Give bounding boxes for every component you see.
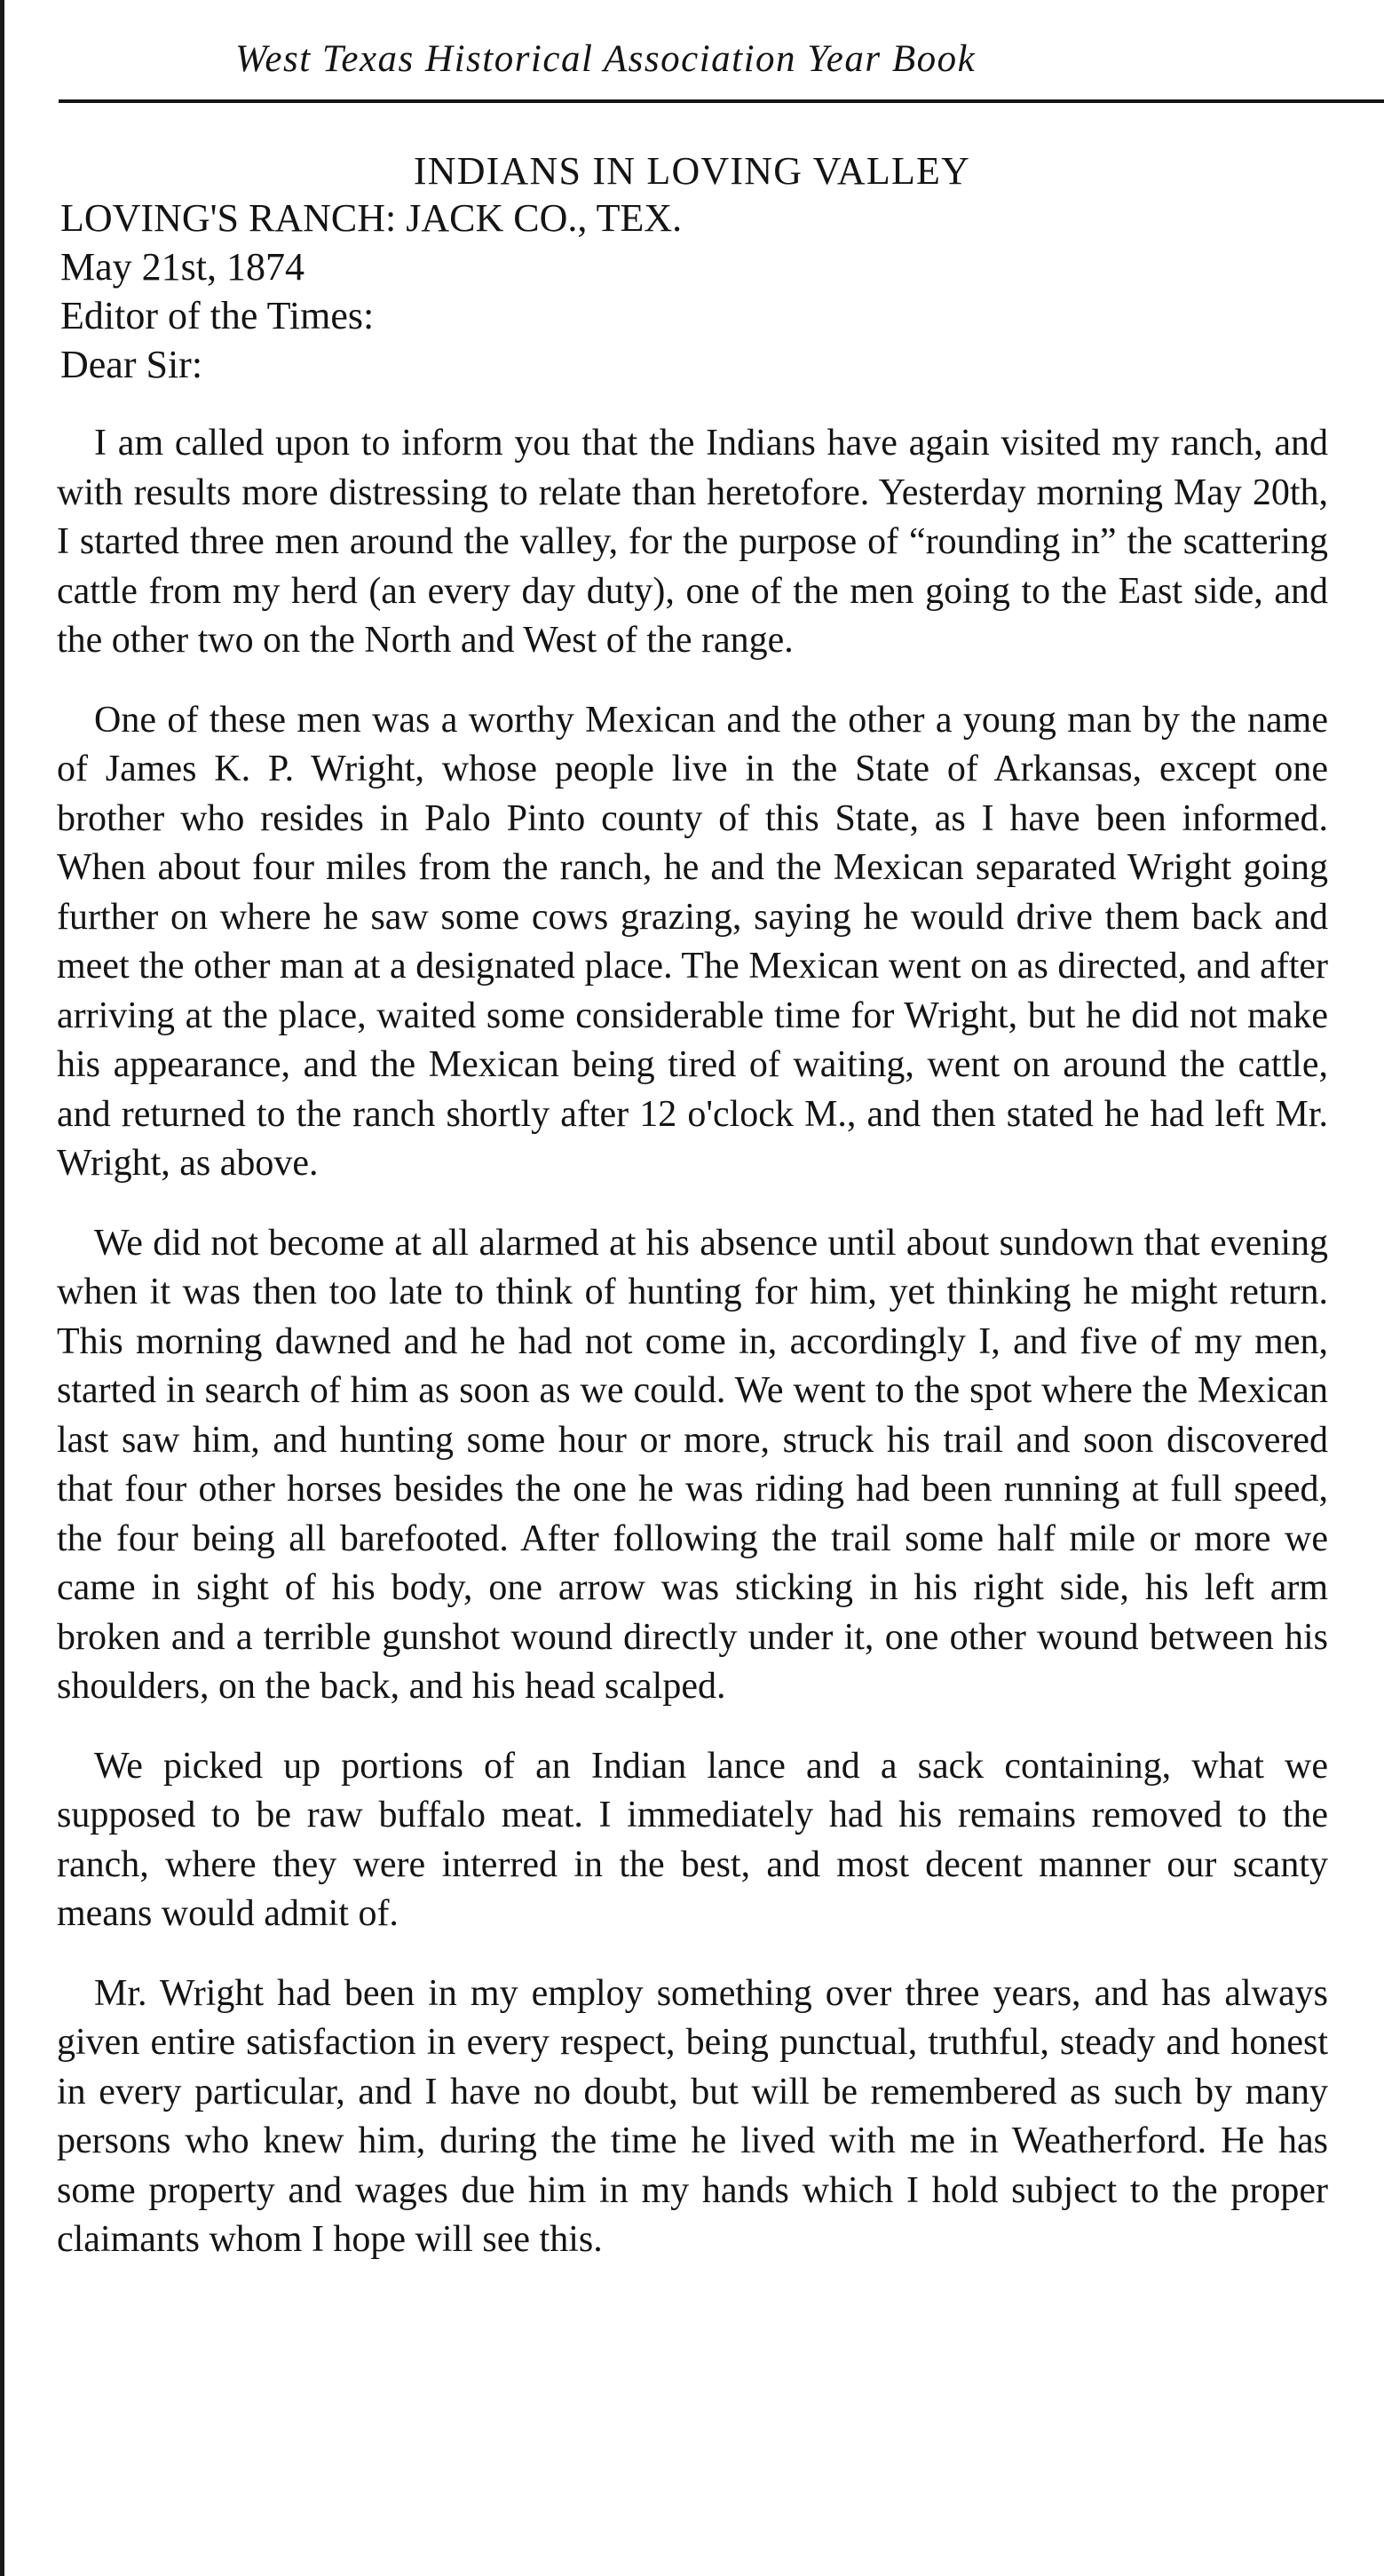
ranch-location-line: LOVING'S RANCH: JACK CO., TEX. (60, 196, 683, 240)
salutation-line: Dear Sir: (60, 343, 203, 386)
body-paragraph: I am called upon to inform you that the Indians have again visited my ranch, and with results more distressing to relate than heretofore. Yesterday morning May 20th, I started three men around the valley, for the purpose of “rounding in” the scattering cattle from my herd (an every day duty), one of the men going to the East side, and the other two on the North and West of the range. (57, 423, 1328, 661)
body-paragraph: One of these men was a worthy Mexican and the other a young man by the name of James K. P. Wright, whose people live in the State of Arkansas, except one brother who resides in Palo Pinto county of this State, as I have been informed. When about four miles from the ranch, he and the Mexican separated Wright going further on where he saw some cows grazing, saying he would drive them back and meet the other man at a designated place. The Mexican went on as directed, and after arriving at the place, waited some considerable time for Wright, but he did not make his appearance, and the Mexican being tired of waiting, went on around the cattle, and returned to the ranch shortly after 12 o'clock M., and then stated he had left Mr. Wright, as above. (57, 699, 1328, 1184)
header-rule (59, 99, 1384, 103)
article-title: INDIANS IN LOVING VALLEY (413, 149, 971, 193)
letter-address-block (60, 194, 1321, 389)
body-paragraph: We picked up portions of an Indian lance and a sack containing, what we supposed to be raw buffalo meat. I immediately had his remains removed to the ranch, where they were interred in the best, and most decent manner our scanty means would admit of. (57, 1745, 1328, 1934)
body-paragraph: Mr. Wright had been in my employ something over three years, and has always given entire satisfaction in every respect, being punctual, truthful, steady and honest in every particular, and I have no doubt, but will be remembered as such by many persons who knew him, during the time he lived with me in Weatherford. He has some property and wages due him in my hands which I hold subject to the proper claimants whom I hope will see this. (57, 1972, 1328, 2260)
body-paragraph: We did not become at all alarmed at his absence until about sundown that evening when it was then too late to think of hunting for him, yet thinking he might return. This morning dawned and he had not come in, accordingly I, and five of my men, started in search of him as soon as we could. We went to the spot where the Mexican last saw him, and hunting some hour or more, struck his trail and soon discovered that four other horses besides the one he was riding had been running at full speed, the four being all barefooted. After following the trail some half mile or more we came in sight of his body, one arrow was sticking in his right side, his left arm broken and a terrible gunshot wound directly under it, one other wound between his shoulders, on the back, and his head scalped. (57, 1222, 1328, 1707)
recipient-line: Editor of the Times: (60, 294, 375, 337)
scan-left-edge (0, 0, 4, 2576)
running-header: West Texas Historical Association Year Book (235, 38, 977, 80)
letter-date-line: May 21st, 1874 (60, 245, 304, 289)
letter-body (57, 419, 1328, 2295)
